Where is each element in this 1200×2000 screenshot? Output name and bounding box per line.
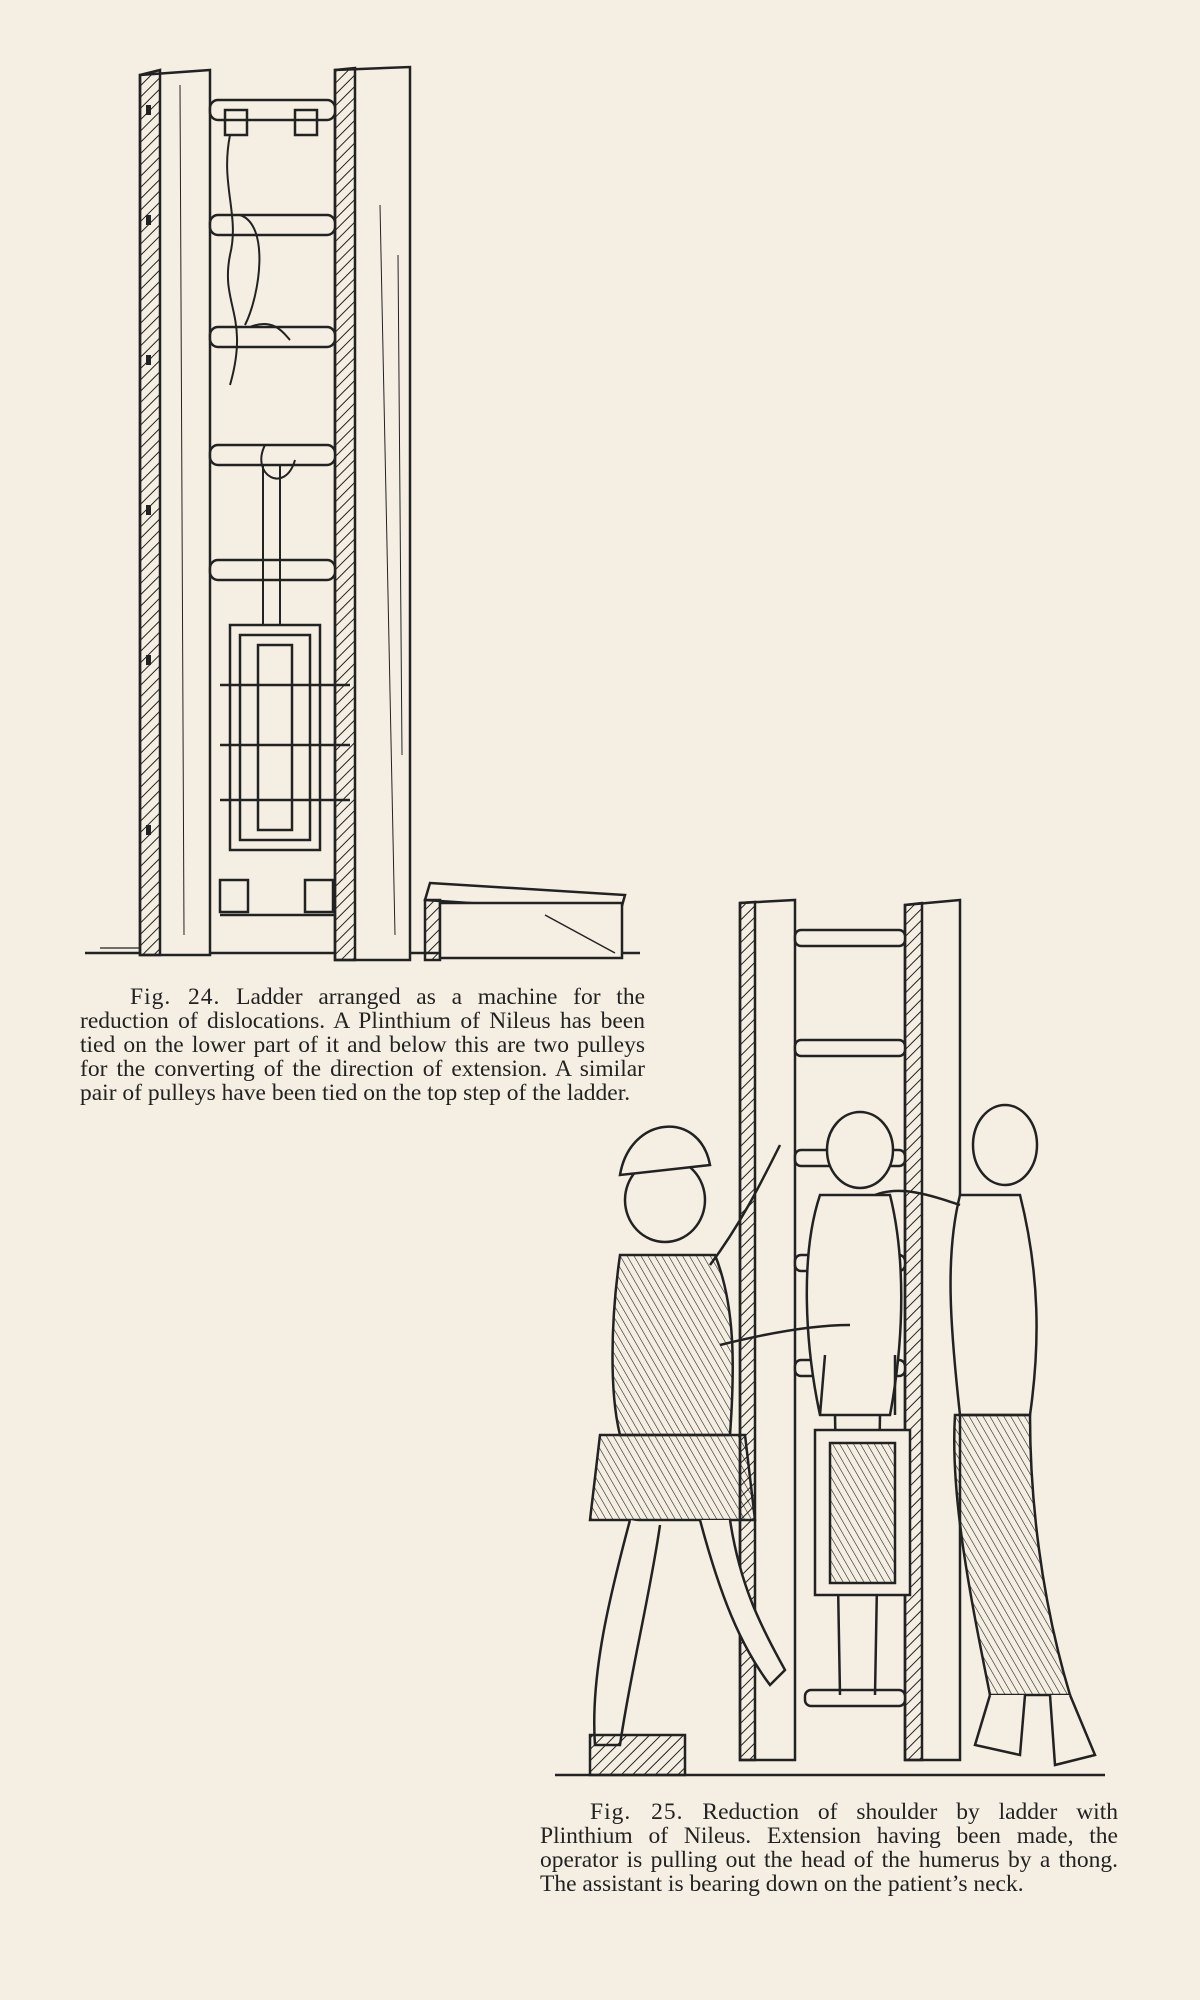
fig25-label: Fig. 25. [590, 1799, 684, 1825]
fig25-caption-text: Reduction of shoulder by ladder with Plinthium of Nileus. Extension having been made, the operator is pulling out the head of the humerus by a thong. The assistant is bearing down on the patient’s neck. [540, 1799, 1118, 1897]
fig25-shoulder-reduction-illustration [550, 895, 1110, 1790]
fig25-caption [540, 1800, 1118, 1896]
fig24-caption-text: Ladder arranged as a machine for the reduction of dislocations. A Plinthium of Nileus has been tied on the lower part of it and below this are two pulleys for the converting of the direction of extension. A similar pair of pulleys have been tied on the top step of the ladder. [80, 984, 645, 1106]
fig24-ladder-illustration [80, 55, 660, 975]
fig24-label: Fig. 24. [130, 984, 221, 1010]
